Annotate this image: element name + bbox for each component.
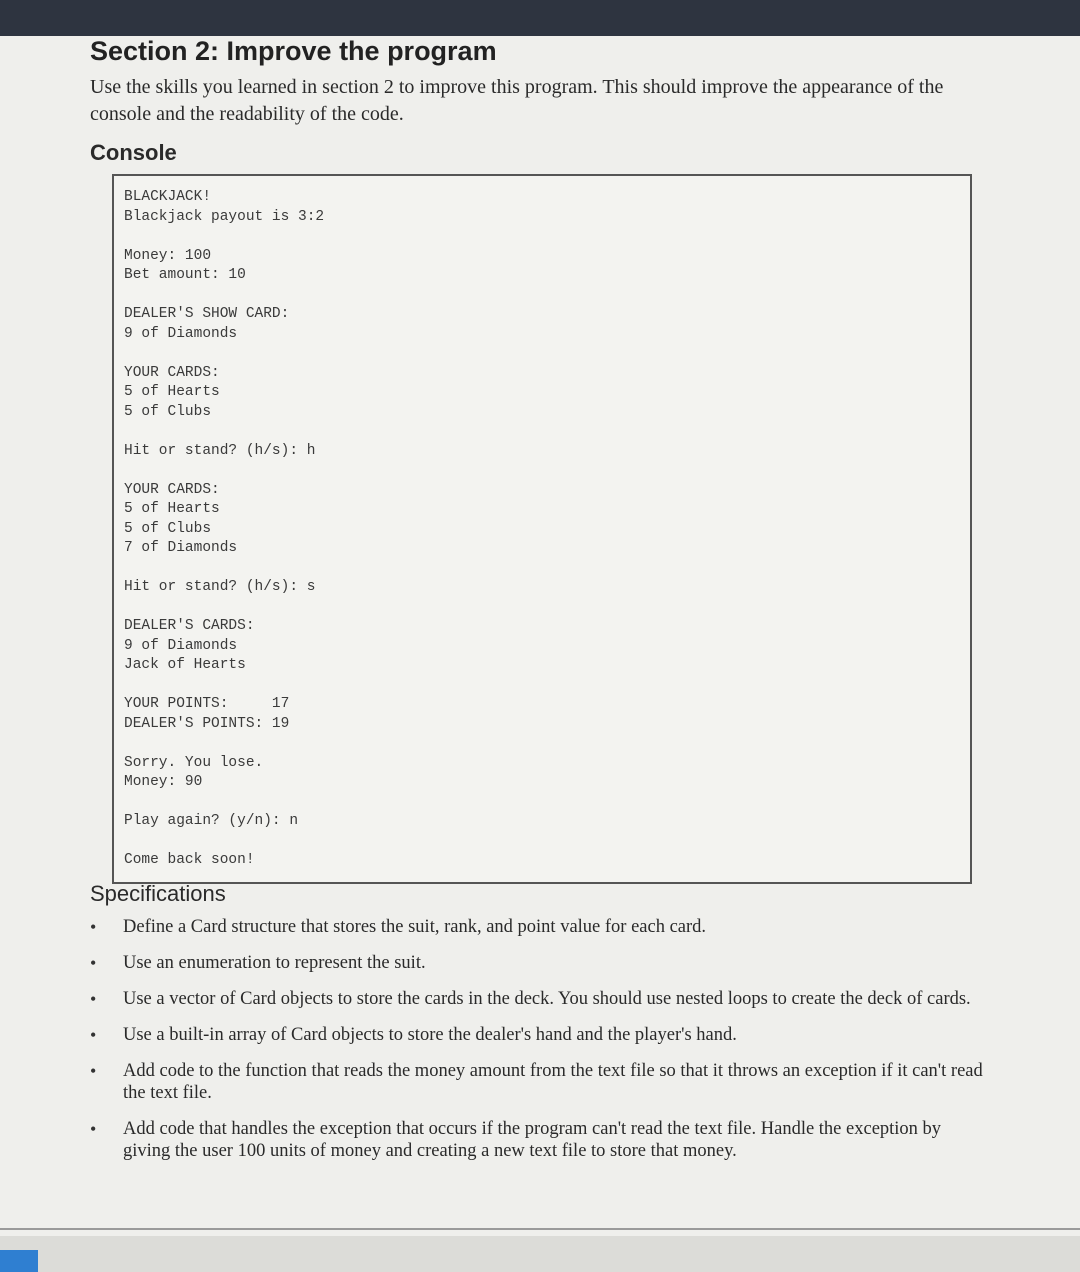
console-line: Come back soon! (124, 852, 255, 868)
specification-text: Define a Card structure that stores the suit, rank, and point value for each card. (123, 917, 707, 937)
console-line: DEALER'S SHOW CARD: (124, 306, 290, 322)
console-line: 9 of Diamonds (124, 637, 238, 654)
console-line: BLACKJACK! (124, 189, 212, 205)
console-line: 5 of Clubs (124, 403, 212, 420)
console-line: Hit or stand? (h/s): h (124, 442, 316, 459)
console-blank-line (124, 676, 324, 696)
console-output (124, 188, 324, 871)
bullet-icon: • (90, 989, 97, 1009)
bullet-icon: • (90, 1025, 97, 1045)
console-line: YOUR POINTS: 17 (124, 696, 290, 712)
taskbar-icon (0, 1250, 38, 1272)
console-blank-line (124, 286, 324, 306)
divider (0, 1228, 1080, 1230)
console-heading: Console (90, 140, 177, 165)
console-line: 7 of Diamonds (124, 540, 238, 556)
bottom-strip (0, 1236, 1080, 1272)
console-blank-line (124, 461, 324, 481)
console-blank-line (124, 793, 324, 813)
intro-paragraph: Use the skills you learned in section 2 to improve this program. This should improve the appearance of the console and the readability of the code. (90, 76, 944, 125)
console-line: Sorry. You lose. (124, 754, 264, 771)
specification-item (90, 1024, 990, 1046)
console-blank-line (124, 598, 324, 618)
console-blank-line (124, 734, 324, 754)
bullet-icon: • (90, 953, 97, 973)
specifications-heading: Specifications (90, 881, 226, 906)
console-line: Money: 90 (124, 774, 203, 790)
console-blank-line (124, 559, 324, 579)
specification-text: Add code that handles the exception that occurs if the program can't read the text file. Handle the exception by giving the user 100 units of money and creating a new text file to store that money. (123, 1119, 942, 1161)
console-line: 5 of Clubs (124, 520, 212, 537)
console-line: Play again? (y/n): n (124, 813, 299, 829)
console-line: 9 of Diamonds (124, 325, 238, 342)
specification-text: Use a built-in array of Card objects to store the dealer's hand and the player's hand. (123, 1025, 737, 1045)
console-line: 5 of Hearts (124, 501, 220, 517)
bullet-icon: • (90, 1061, 97, 1081)
specification-text: Use an enumeration to represent the suit. (123, 953, 426, 973)
console-line: YOUR CARDS: (124, 481, 220, 498)
document-page (0, 36, 1080, 1236)
specification-item (90, 916, 990, 938)
console-blank-line (124, 227, 324, 247)
console-blank-line (124, 422, 324, 442)
console-box (112, 174, 972, 884)
specification-item (90, 1118, 990, 1162)
specification-item (90, 1060, 990, 1104)
console-line: 5 of Hearts (124, 384, 220, 400)
specifications-list (90, 916, 990, 1176)
console-line: YOUR CARDS: (124, 364, 220, 381)
console-line: Jack of Hearts (124, 657, 246, 673)
section-title: Section 2: Improve the program (90, 36, 497, 66)
bullet-icon: • (90, 1119, 97, 1139)
bullet-icon: • (90, 917, 97, 937)
console-blank-line (124, 344, 324, 364)
specification-text: Use a vector of Card objects to store the cards in the deck. You should use nested loops to create the deck of cards. (123, 989, 971, 1009)
top-bar (0, 0, 1080, 36)
console-line: DEALER'S POINTS: 19 (124, 715, 290, 732)
console-line: Bet amount: 10 (124, 267, 246, 283)
console-line: Hit or stand? (h/s): s (124, 579, 316, 595)
console-blank-line (124, 832, 324, 852)
specification-text: Add code to the function that reads the money amount from the text file so that it throws an exception if it can't read the text file. (123, 1061, 983, 1103)
console-line: Blackjack payout is 3:2 (124, 208, 325, 225)
console-line: Money: 100 (124, 247, 212, 264)
specification-item (90, 952, 990, 974)
specification-item (90, 988, 990, 1010)
console-line: DEALER'S CARDS: (124, 618, 255, 634)
